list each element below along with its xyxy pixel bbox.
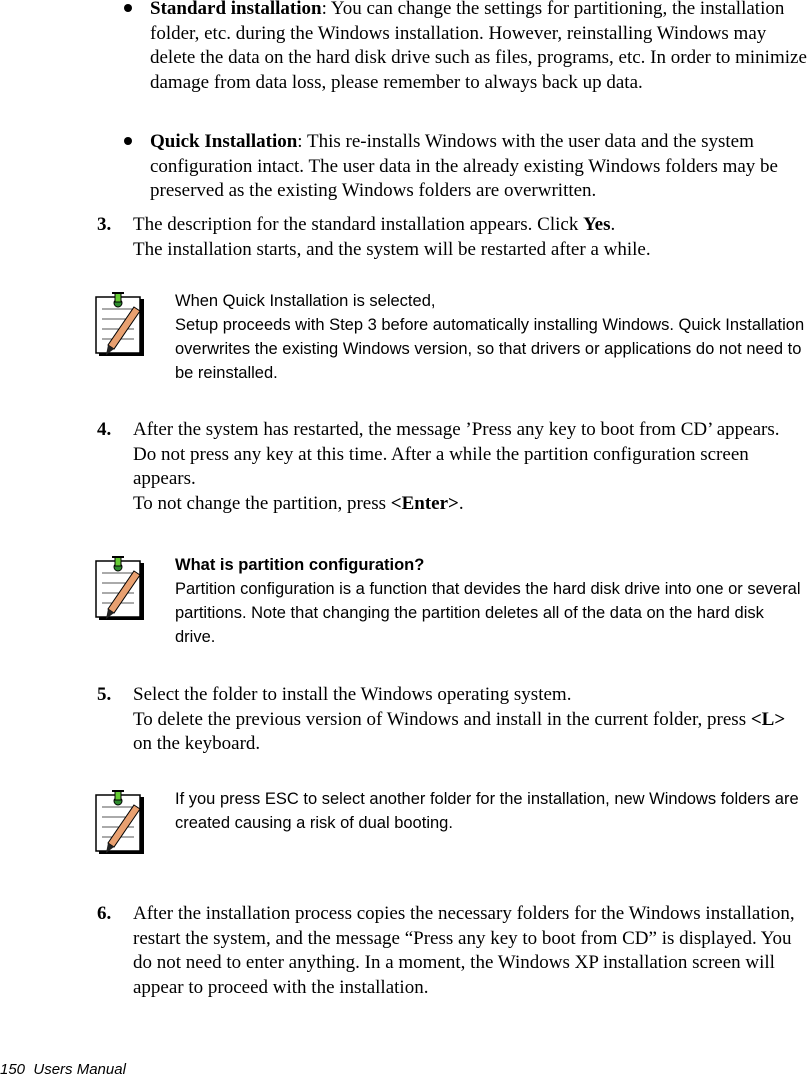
page-footer bbox=[0, 1060, 126, 1080]
note-line-2: Setup proceeds with Step 3 before automatically installing Windows. Quick Installation overwrites the existing Windows version, so that drivers or applications do not need to be reinstalled. bbox=[175, 316, 805, 382]
bullet-dot bbox=[124, 4, 132, 12]
note-partition-configuration bbox=[94, 553, 807, 649]
bullet-text: : This re-installs Windows with the user data and the system configuration intact. The user data in the already existing Windows folders may be preserved as the existing Windows folders are overwritten. bbox=[150, 131, 778, 201]
note-pad-pencil-icon bbox=[94, 787, 146, 857]
step-4-line-2: To not change the partition, press <Enter>. bbox=[133, 492, 464, 514]
note-pad-pencil-icon bbox=[94, 553, 146, 623]
note-title: What is partition configuration? bbox=[175, 556, 425, 574]
note-line-1: When Quick Installation is selected, bbox=[175, 292, 436, 310]
step-number: 6. bbox=[97, 903, 112, 924]
step-number: 4. bbox=[97, 419, 112, 440]
bullet-text: : You can change the settings for partitioning, the installation folder, etc. during the Windows installation. However, reinstalling Windows may delete the data on the hard disk drive such as files, programs, etc. In order to minimize damage from data loss, please remember to always back up data. bbox=[150, 0, 807, 93]
note-body: Partition configuration is a function that devides the hard disk drive into one or several partitions. Note that changing the partition deletes all of the data on the hard disk drive. bbox=[175, 580, 801, 646]
bullet-quick-installation bbox=[124, 130, 807, 204]
step-6-text: After the installation process copies the necessary folders for the Windows installation, restart the system, and the message “Press any key to boot from CD” is displayed. You do not need to enter anything. In a moment, the Windows XP installation screen will appear to proceed with the installation. bbox=[133, 903, 795, 998]
note-quick-installation bbox=[94, 289, 807, 385]
step-4-text: After the system has restarted, the message ’Press any key to boot from CD’ appears. Do not press any key at this time. After a while the partition configuration screen appears. bbox=[133, 419, 780, 489]
step-3-line-2: The installation starts, and the system will be restarted after a while. bbox=[133, 238, 651, 260]
note-esc-folder bbox=[94, 787, 807, 835]
step-4 bbox=[97, 418, 807, 516]
step-6 bbox=[97, 902, 807, 1000]
bullet-standard-installation bbox=[124, 0, 807, 95]
step-5 bbox=[97, 683, 807, 757]
step-number: 5. bbox=[97, 684, 112, 705]
bullet-term: Standard installation bbox=[150, 0, 322, 19]
manual-label: Users Manual bbox=[33, 1061, 126, 1078]
step-3-line-1: The description for the standard installation appears. Click Yes. bbox=[133, 214, 616, 235]
step-5-line-2: To delete the previous version of Windows and install in the current folder, press <L> on the keyboard. bbox=[133, 708, 786, 754]
bullet-term: Quick Installation bbox=[150, 131, 298, 152]
step-3 bbox=[97, 213, 807, 262]
step-number: 3. bbox=[97, 214, 112, 235]
page-number: 150 bbox=[0, 1061, 26, 1078]
note-body: If you press ESC to select another folder for the installation, new Windows folders are created causing a risk of dual booting. bbox=[175, 790, 799, 832]
bullet-dot bbox=[124, 137, 132, 145]
note-pad-pencil-icon bbox=[94, 289, 146, 359]
step-5-line-1: Select the folder to install the Windows operating system. bbox=[133, 684, 572, 705]
